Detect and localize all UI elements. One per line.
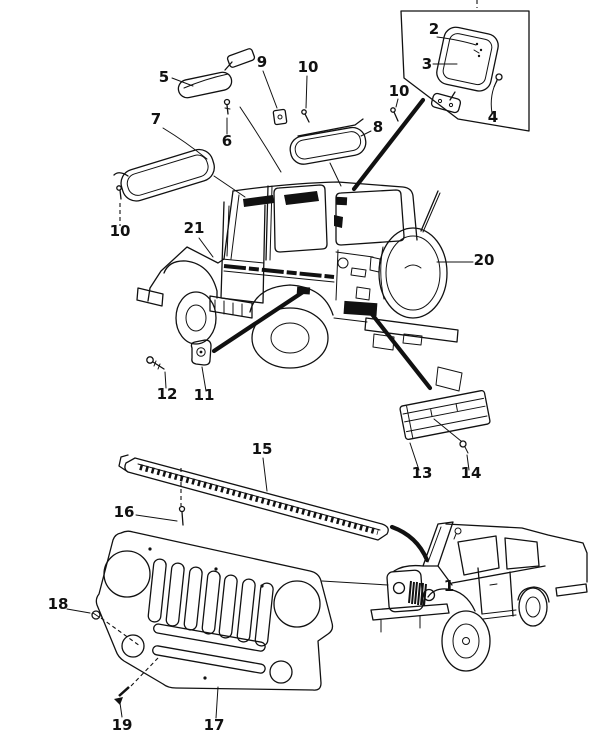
part-label-6: 6 (221, 132, 233, 150)
part-label-4: 4 (487, 108, 499, 126)
grille-screw-lower (114, 658, 158, 717)
part-label-17: 17 (203, 716, 225, 734)
part-label-7: 7 (150, 110, 162, 128)
reference-vehicle-front-view (371, 522, 587, 671)
part-label-1: 1 (443, 577, 455, 595)
grille-screw-upper (67, 609, 140, 646)
outside-mirror (431, 25, 501, 113)
marker-lamp-opening-left (122, 635, 144, 657)
part-label-10: 10 (109, 222, 131, 240)
locator-line-interior-mirror (240, 107, 281, 172)
headlamp-opening-left (104, 551, 150, 597)
visor-clip-left (117, 186, 121, 226)
headlamp-opening-right (274, 581, 320, 627)
quarter-decal (344, 301, 378, 316)
part-number-callouts (48, 20, 499, 734)
part-label-10: 10 (297, 58, 319, 76)
door-decal (297, 287, 310, 295)
sun-visor-right (288, 119, 371, 186)
retainer-screw (147, 357, 166, 388)
grille-panel (96, 531, 332, 718)
molding-pin (136, 507, 185, 526)
part-label-2: 2 (428, 20, 440, 38)
pillar-decal (336, 197, 347, 206)
roof-decal-1 (243, 195, 274, 207)
part-label-12: 12 (156, 385, 178, 403)
visor-bracket (263, 71, 287, 125)
part-label-9: 9 (256, 53, 268, 71)
pillar-pad (334, 215, 343, 228)
retainer-nut (191, 340, 211, 391)
part-label-19: 19 (111, 716, 133, 734)
part-label-13: 13 (411, 464, 433, 482)
part-label-14: 14 (460, 464, 482, 482)
bodyside-stripe (224, 266, 334, 277)
mirror-detail-box (401, 0, 529, 131)
part-label-3: 3 (421, 55, 433, 73)
spare-tire (370, 228, 447, 318)
part-label-21: 21 (183, 219, 205, 237)
part-label-20: 20 (473, 251, 495, 269)
part-label-8: 8 (372, 118, 384, 136)
part-label-11: 11 (193, 386, 215, 404)
locator-arrow-mirror (354, 100, 423, 189)
locator-arrow-quarter-decal (371, 313, 430, 388)
rocker-molding-long (119, 455, 388, 540)
visor-clip-right (391, 99, 398, 121)
part-label-16: 16 (113, 503, 135, 521)
part-label-5: 5 (158, 68, 170, 86)
part-label-15: 15 (251, 440, 273, 458)
locator-arrow-hood (392, 527, 427, 560)
locator-line-grille (322, 581, 388, 585)
marker-lamp-opening-right (270, 661, 292, 683)
part-label-10: 10 (388, 82, 410, 100)
roof-decal-2 (284, 191, 319, 205)
molding-strip-short (400, 390, 491, 470)
interior-mirror (172, 48, 255, 100)
main-vehicle-rear-view (137, 182, 473, 391)
part-label-18: 18 (47, 595, 69, 613)
visor-clip-middle (302, 76, 309, 122)
mirror-mount-screw (225, 100, 231, 135)
